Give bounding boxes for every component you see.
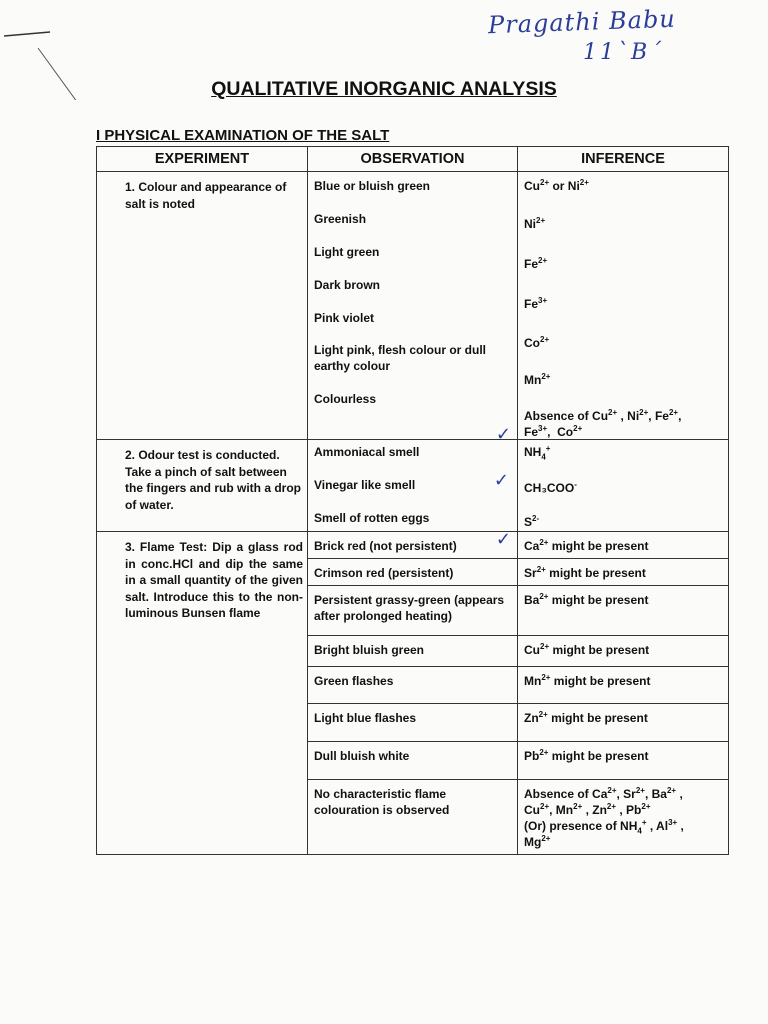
handwritten-tick-mark: ✓ [495,424,511,445]
analysis-table [96,146,729,855]
experiment-colour: 1. Colour and appearance of salt is noted [97,172,308,440]
handwritten-tick-mark: ✓ [495,529,511,550]
colour-observations [308,172,518,440]
observation-item: Colourless [314,392,377,406]
inference-item: $Mn^{2+}$ [524,372,551,387]
observation-item: Dark brown [314,278,381,292]
observation-item: Light pink, flesh colour or dull earthy colour [314,343,486,373]
experiment-flame: 3. Flame Test: Dip a glass rod in conc.HCl and dip the same in a small quantity of the given salt. Introduce this to the non-luminous Bunsen flame [97,532,308,855]
table-row-colour [97,172,729,440]
inference-item: $Co^{2+}$ [524,335,550,350]
colour-inferences [518,172,729,440]
observation-item: Ammoniacal smell [314,445,420,459]
observation-item: Vinegar like smell [314,478,416,492]
section-heading: I PHYSICAL EXAMINATION OF THE SALT [96,127,390,144]
flame-inference: $Pb^{2+}$ might be present [518,742,729,780]
flame-inference: $Sr^{2+}$ might be present [518,559,729,586]
flame-inference: $Zn^{2+}$ might be present [518,704,729,742]
inference-item: $Fe^{3+}$ [524,296,548,311]
table-row-flame [97,532,729,559]
acetate-formula: CH₃COO [524,481,575,495]
handwritten-class: 11`B´ [583,40,665,65]
presence-label: (Or) presence of [524,819,617,833]
document-title: QUALITATIVE INORGANIC ANALYSIS [211,78,557,100]
observation-item: Blue or bluish green [314,179,431,193]
flame-inference: $Mn^{2+}$ might be present [518,667,729,704]
handwritten-student-name [487,4,708,68]
flame-observation: Crimson red (persistent) [308,559,518,586]
table-header-row [97,147,729,172]
handwritten-name: Pragathi Babu [487,4,677,40]
flame-observation: Brick red (not persistent) ✓ [308,532,518,559]
flame-observation: Bright bluish green [308,636,518,667]
inference-item: $NH_4^+$ [524,444,551,462]
observation-item: Greenish [314,212,367,226]
table-row-odour [97,440,729,532]
flame-inference: $Ca^{2+}$ might be present [518,532,729,559]
flame-observation: Green flashes [308,667,518,704]
flame-inference: Absence of $Ca^{2+}$, $Sr^{2+}$, $Ba^{2+}$ , $Cu^{2+}$, $Mn^{2+}$ , $Zn^{2+}$ , $Pb^{2+}$ (Or) presence of $NH_4^+$ , $Al^{3+}$ , $Mg^{2+}$ [518,780,729,855]
header-inference: INFERENCE [518,147,729,172]
observation-item: Light green [314,245,380,259]
flame-inference: $Cu^{2+}$ might be present [518,636,729,667]
inference-item: $Ni^{2+}$ [524,216,546,231]
header-observation: OBSERVATION [308,147,518,172]
flame-observation: Dull bluish white [308,742,518,780]
flame-inference: $Ba^{2+}$ might be present [518,586,729,636]
absence-label: Absence of [524,787,589,801]
observation-item: Pink violet [314,311,375,325]
inference-item: $S^{2-}$ [524,514,540,529]
flame-observation: No characteristic flame colouration is observed [308,780,518,855]
inference-item: CH₃COO- [524,480,577,495]
inference-item: $Cu^{2+}$ or $Ni^{2+}$ [524,178,589,193]
odour-observations [308,424,518,532]
inference-item: Absence of $Cu^{2+}$ , $Ni^{2+}$, $Fe^{2+}$, $Fe^{3+}$, $Co^{2+}$ [524,408,682,439]
inference-item: $Fe^{2+}$ [524,256,548,271]
handwritten-tick-mark: ✓ [493,470,509,491]
odour-inferences [518,440,729,532]
absence-label: Absence of [524,409,589,423]
header-experiment: EXPERIMENT [97,147,308,172]
flame-observation: Persistent grassy-green (appears after prolonged heating) [308,586,518,636]
observation-item: Smell of rotten eggs [314,511,430,525]
experiment-odour: 2. Odour test is conducted. Take a pinch of salt between the fingers and rub with a drop of water. [97,440,308,532]
flame-observation: Light blue flashes [308,704,518,742]
